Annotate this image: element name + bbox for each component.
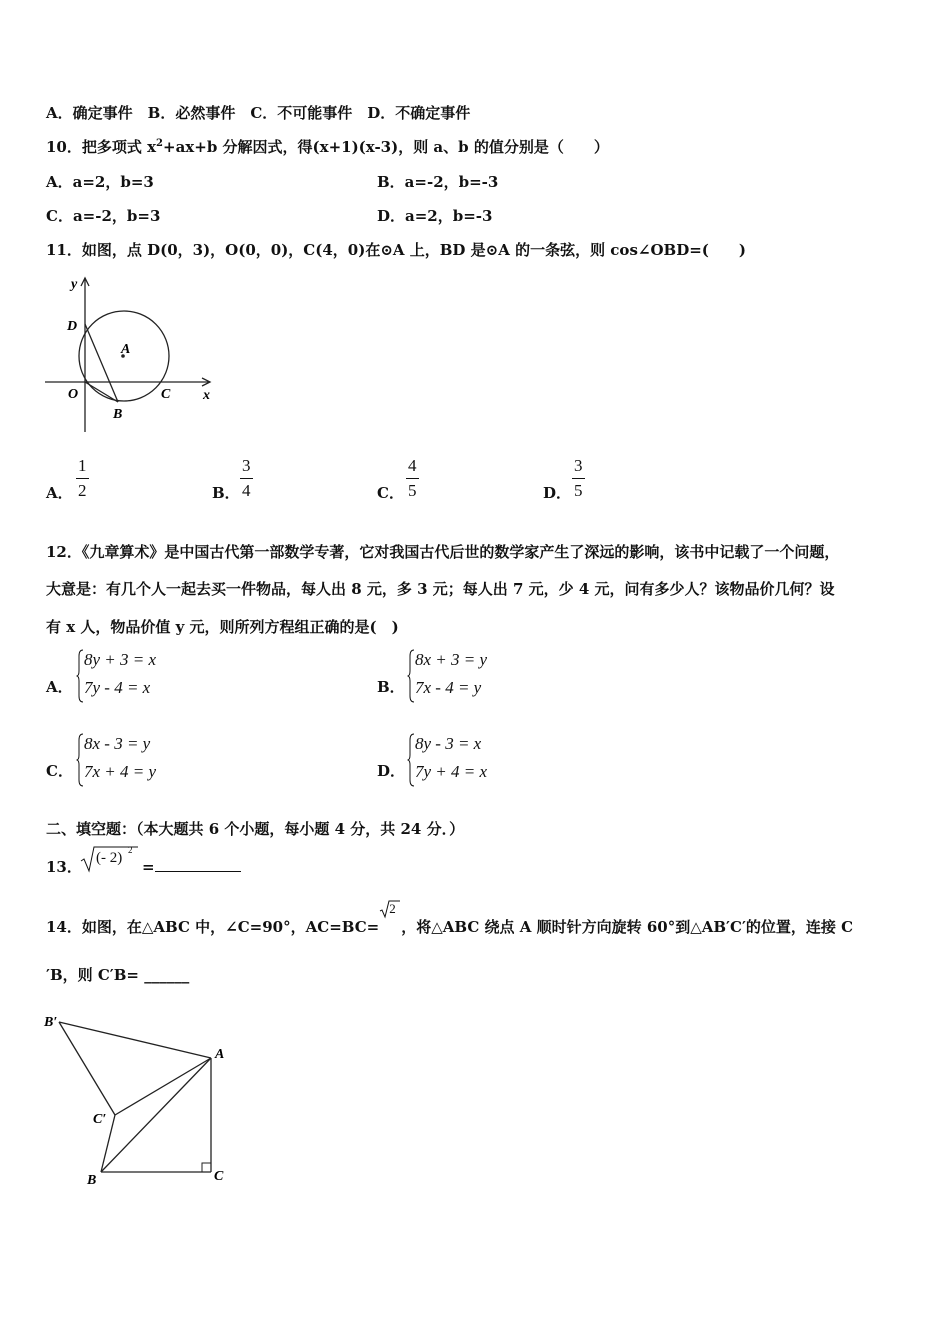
segment-b-a (101, 1058, 211, 1172)
q11-option-a-fraction (76, 456, 89, 501)
q12-option-d-label: D． (377, 762, 406, 780)
section2-heading: 二、填空题：（本大题共 6 个小题，每小题 4 分，共 24 分．） (46, 820, 465, 838)
q14-sqrt-arg: 2 (389, 901, 396, 916)
equation-2: 7y - 4 = x (84, 678, 151, 697)
q13-radicand: (- 2) (96, 850, 123, 866)
label-b-prime: B′ (44, 1015, 58, 1030)
q11-figure (40, 272, 220, 437)
q10-option-b: B．a=-2，b=-3 (377, 173, 499, 191)
right-angle-icon (202, 1163, 211, 1172)
label-x: x (203, 388, 210, 403)
equation-2: 7x - 4 = y (415, 678, 482, 697)
q11-option-a-label: A． (46, 484, 73, 502)
label-y: y (71, 277, 78, 292)
fraction-numerator: 4 (408, 456, 417, 475)
q11-stem: 11．如图，点 D(0，3)，O(0，0)，C(4，0)在⊙A 上，BD 是⊙A 的一条弦，则 cos∠OBD=( ) (46, 241, 746, 259)
q12-line3: 有 x 人，物品价值 y 元，则所列方程组正确的是( ) (46, 618, 399, 636)
q14-stem-post: ，将△ABC 绕点 A 顺时针方向旋转 60°到△AB′C′的位置，连接 C (401, 918, 854, 936)
segment-b-prime-c-prime (59, 1022, 115, 1115)
brace-icon (76, 648, 84, 704)
q12-option-c-label: C． (46, 762, 73, 780)
q14-stem-line1 (46, 901, 854, 937)
q13-exponent: 2 (128, 845, 133, 855)
q13-sqrt (80, 843, 140, 875)
q14-sqrt (379, 901, 401, 932)
q11-option-c-fraction (406, 456, 419, 501)
q12-option-c-system (76, 732, 186, 788)
q13-blank[interactable] (155, 856, 241, 872)
fraction-denominator: 5 (574, 481, 583, 500)
label-a: A (215, 1047, 225, 1062)
label-c: C (214, 1169, 224, 1184)
label-c-prime: C′ (93, 1112, 107, 1127)
chord-bd (85, 324, 118, 402)
fraction-numerator: 3 (242, 456, 251, 475)
label-c: C (161, 387, 171, 402)
label-a: A (121, 342, 131, 357)
q10-option-c: C．a=-2，b=3 (46, 207, 161, 225)
q12-option-b-label: B． (377, 678, 405, 696)
fraction-denominator: 4 (242, 481, 251, 500)
brace-icon (407, 648, 415, 704)
label-b: B (87, 1173, 97, 1188)
q11-option-d-fraction (572, 456, 585, 501)
q10-option-a: A．a=2，b=3 (46, 173, 154, 191)
fraction-denominator: 2 (78, 481, 87, 500)
brace-icon (76, 732, 84, 788)
label-o: O (68, 387, 79, 402)
q12-option-b-system (407, 648, 517, 704)
q11-option-d-label: D． (543, 484, 572, 502)
brace-icon (407, 732, 415, 788)
q14-figure (40, 1008, 240, 1190)
q10-stem-sup: 2 (156, 138, 164, 149)
fraction-numerator: 3 (574, 456, 583, 475)
equation-2: 7x + 4 = y (84, 762, 157, 781)
q10-option-d: D．a=2，b=-3 (377, 207, 493, 225)
q14-stem-line2: ′B，则 C′B= ______ (46, 966, 190, 984)
q12-option-a-system (76, 648, 186, 704)
equation-1: 8x + 3 = y (415, 650, 488, 669)
segment-ob (85, 382, 118, 402)
q9-options: A．确定事件 B．必然事件 C．不可能事件 D．不确定事件 (46, 104, 471, 122)
q11-option-b-label: B． (212, 484, 240, 502)
segment-b-prime-a (59, 1022, 211, 1058)
equation-1: 8x - 3 = y (84, 734, 151, 753)
equation-1: 8y - 3 = x (415, 734, 482, 753)
q10-stem-post: +ax+b 分解因式，得(x+1)(x-3)，则 a、b 的值分别是（ ） (163, 138, 609, 156)
q10-stem-pre: 10．把多项式 x (46, 138, 157, 156)
q12-line2: 大意是：有几个人一起去买一件物品，每人出 8 元，多 3 元；每人出 7 元，少 4 元，问有多少人？该物品价几何？设 (46, 580, 835, 598)
segment-c-prime-a (115, 1058, 211, 1115)
label-d: D (67, 319, 78, 334)
equation-1: 8y + 3 = x (84, 650, 157, 669)
equation-2: 7y + 4 = x (415, 762, 488, 781)
q13-equals: = (142, 858, 155, 876)
q14-stem-pre: 14．如图，在△ABC 中，∠C=90°，AC=BC= (46, 918, 380, 936)
q11-option-b-fraction (240, 456, 253, 501)
q12-option-a-label: A． (46, 678, 73, 696)
q13-answer (142, 856, 241, 876)
q12-line1: 12．《九章算术》是中国古代第一部数学专著，它对我国古代后世的数学家产生了深远的影响，该书中记载了一个问题， (46, 543, 840, 561)
q12-option-d-system (407, 732, 517, 788)
q11-option-c-label: C． (377, 484, 404, 502)
q10-stem (46, 136, 609, 157)
q13-number: 13． (46, 858, 82, 876)
fraction-numerator: 1 (78, 456, 87, 475)
label-b: B (113, 407, 123, 422)
fraction-denominator: 5 (408, 481, 417, 500)
